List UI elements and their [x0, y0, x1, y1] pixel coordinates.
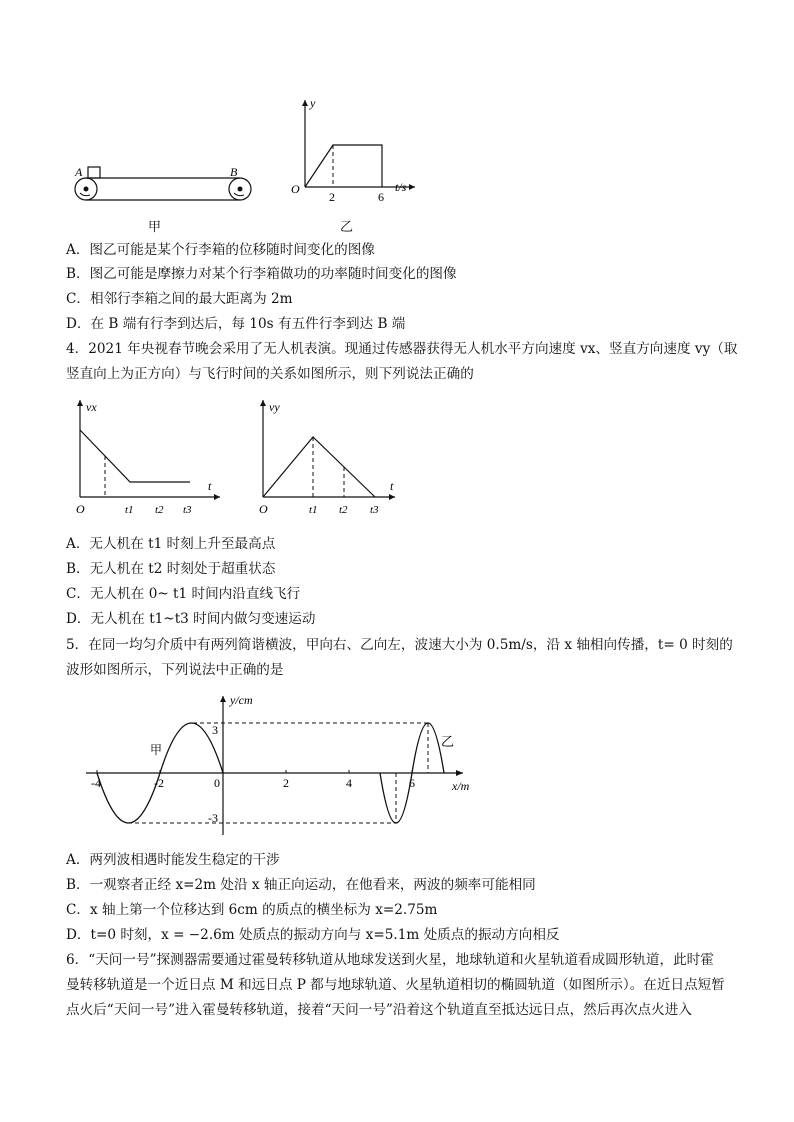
q3-option-d: D．在 B 端有行李到达后，每 10s 有五件行李到达 B 端: [66, 316, 406, 332]
vy-origin: O: [259, 502, 268, 516]
vx-origin: O: [76, 502, 85, 516]
figure-caption-jia: 甲: [148, 220, 162, 235]
vy-tick-t1: t1: [309, 504, 318, 516]
wave-x-label: x/m: [452, 779, 470, 793]
vy-label: vy: [269, 400, 280, 414]
q4-option-d: D．无人机在 t1~t3 时间内做匀变速运动: [66, 611, 316, 627]
belt-label-b: B: [230, 165, 238, 179]
x-tick-neg4: -4: [91, 776, 101, 790]
wave-graph: [78, 690, 488, 840]
q5-option-d: D．t=0 时刻，x = −2.6m 处质点的振动方向与 x=5.1m 处质点的振动方向相反: [66, 927, 560, 943]
vx-tick-t3: t3: [183, 504, 192, 516]
vy-t-graph: [255, 395, 405, 520]
q6-stem-line3: 点火后“天问一号”进入霍曼转移轨道，接着“天问一号”沿着这个轨道直至抵达远日点，然后再次点火进入: [66, 1002, 692, 1018]
q6-stem-line1: 6．“天问一号”探测器需要通过霍曼转移轨道从地球发送到火星，地球轨道和火星轨道看成圆形轨道，此时霍: [66, 952, 714, 968]
vx-tick-t2: t2: [155, 504, 164, 516]
x-tick-0: 0: [214, 776, 220, 790]
graph-t-label: t/s: [395, 180, 407, 194]
y-tick-neg3: -3: [208, 811, 218, 825]
graph-y-label: y: [310, 96, 316, 110]
x-tick-2: 2: [283, 776, 289, 790]
vx-t-graph: [70, 395, 230, 520]
q4-option-a: A．无人机在 t1 时刻上升至最高点: [66, 536, 276, 552]
q5-option-c: C．x 轴上第一个位移达到 6cm 的质点的横坐标为 x=2.75m: [66, 902, 438, 918]
vy-tick-t3: t3: [370, 504, 379, 516]
q5-stem-line1: 5．在同一均匀介质中有两列简谐横波，甲向右、乙向左，波速大小为 0.5m/s，沿 x 轴相向传播，t= 0 时刻的: [66, 637, 733, 653]
x-tick-neg2: -2: [154, 776, 164, 790]
q3-option-b: B．图乙可能是摩擦力对某个行李箱做功的功率随时间变化的图像: [66, 266, 457, 282]
q5-stem-line2: 波形如图所示，下列说法中正确的是: [66, 662, 284, 678]
wave-label-yi: 乙: [441, 734, 455, 749]
vy-t-label: t: [390, 479, 394, 493]
q3-option-c: C．相邻行李箱之间的最大距离为 2m: [66, 291, 293, 307]
graph-tick-6: 6: [378, 190, 384, 204]
y-tick-3: 3: [212, 723, 218, 737]
q6-stem-line2: 曼转移轨道是一个近日点 M 和远日点 P 都与地球轨道、火星轨道相切的椭圆轨道（如图所示）。在近日点短暂: [66, 977, 725, 993]
q4-stem-line1: 4．2021 年央视春节晚会采用了无人机表演。现通过传感器获得无人机水平方向速度 vx、竖直方向速度 vy（取: [66, 341, 738, 357]
vx-t-label: t: [208, 479, 212, 493]
graph-origin: O: [291, 182, 300, 196]
x-tick-4: 4: [346, 776, 352, 790]
figure-caption-yi: 乙: [340, 220, 354, 235]
belt-label-a: A: [75, 165, 83, 179]
q5-option-b: B．一观察者正经 x=2m 处沿 x 轴正向运动，在他看来，两波的频率可能相同: [66, 877, 536, 893]
q5-option-a: A．两列波相遇时能发生稳定的干涉: [66, 852, 280, 868]
graph-tick-2: 2: [329, 190, 335, 204]
q4-option-c: C．无人机在 0~ t1 时间内沿直线飞行: [66, 586, 301, 602]
conveyor-belt-figure: [70, 160, 260, 215]
yt-graph: [285, 95, 420, 205]
wave-label-jia: 甲: [150, 743, 163, 757]
q4-option-b: B．无人机在 t2 时刻处于超重状态: [66, 561, 276, 577]
vx-label: vx: [86, 400, 97, 414]
vy-tick-t2: t2: [339, 504, 348, 516]
wave-y-label: y/cm: [230, 693, 253, 707]
vx-tick-t1: t1: [125, 504, 134, 516]
x-tick-6: 6: [409, 776, 415, 790]
q4-stem-line2: 竖直向上为正方向）与飞行时间的关系如图所示，则下列说法正确的: [66, 366, 474, 382]
q3-option-a: A．图乙可能是某个行李箱的位移随时间变化的图像: [66, 242, 375, 258]
